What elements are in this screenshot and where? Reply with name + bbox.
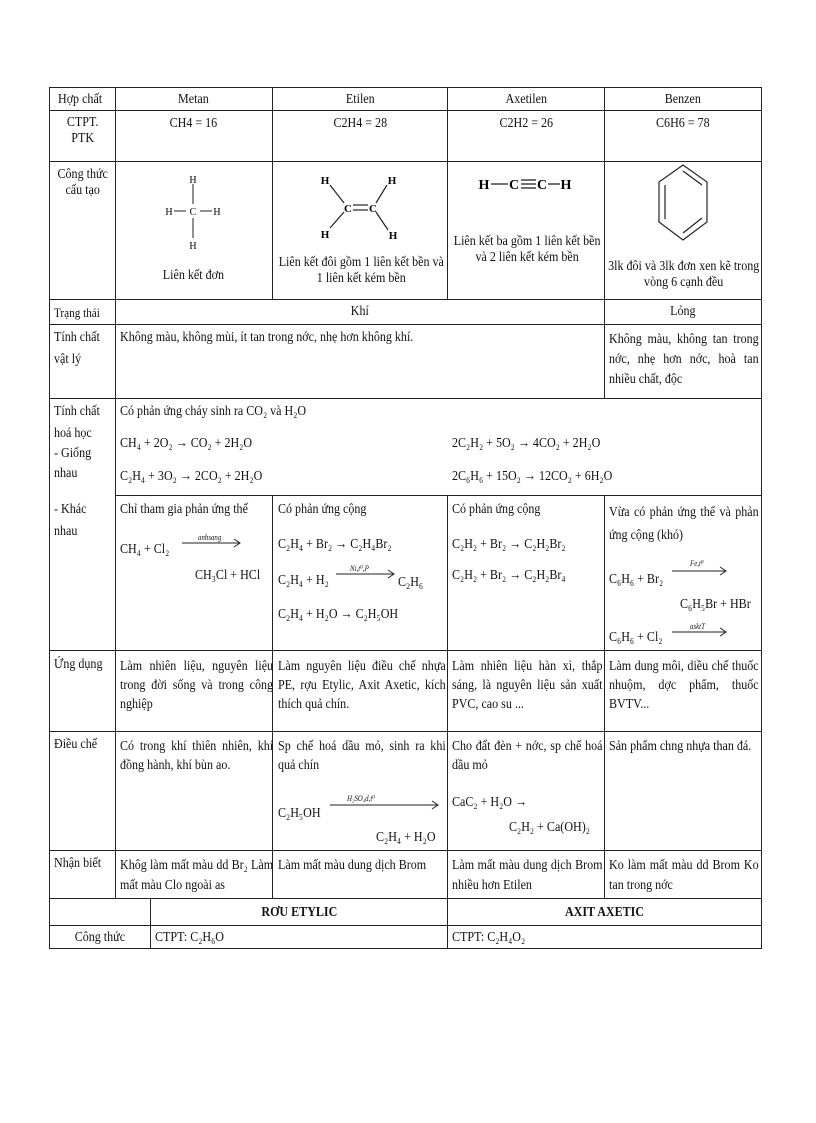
formula-label: Công thức: [74, 930, 126, 945]
identify-benzen: Ko làm mất màu dd Brom Ko tan trong nớc: [609, 858, 759, 893]
section-ruou-etylic: RƠU ETYLIC: [261, 905, 338, 920]
ethylene-atom-h4: H: [388, 230, 398, 242]
header-col-benzen: Benzen: [664, 92, 701, 107]
header-col-axetilen: Axetilen: [505, 92, 547, 107]
chemical-eq-c2h4: C₂H₄ + 3O₂ → 2CO₂ + 2H₂O: [120, 469, 263, 484]
usage-label: Ứng dụng: [54, 657, 103, 672]
ctpt-label-line1: CTPT.: [66, 115, 99, 130]
differ-metan-title: Chỉ tham gia phản ứng thế: [120, 502, 248, 517]
acetylene-atom-h1: H: [478, 178, 490, 193]
identify-label: Nhận biết: [54, 856, 102, 871]
structure-desc-etilen: Liên kết đôi gồm 1 liên kết bền và 1 liên kết kém bền: [278, 255, 444, 286]
differ-benzen-arrow1: [672, 566, 730, 576]
ethylene-atom-h1: H: [320, 175, 330, 187]
usage-axetilen: Làm nhiên liệu hàn xì, thắp sáng, là nguyên liệu sản xuất PVC, cao su ...: [452, 659, 603, 712]
methane-atom-h-right: H: [213, 207, 221, 218]
differ-etilen-eq1: C₂H₄ + Br₂ → C₂H₄Br₂: [278, 537, 392, 552]
differ-metan-eq-left: CH₄ + Cl₂: [120, 542, 170, 557]
benzene-ring-diagram: [655, 162, 711, 244]
chemical-intro: Có phản ứng cháy sinh ra CO₂ và H₂O: [120, 404, 307, 419]
ethylene-atom-h3: H: [387, 175, 397, 187]
structure-label-line1: Công thức: [57, 167, 108, 182]
physical-benzen-text: Không màu, không tan trong nớc, nhẹ hơn nớc, hoà tan nhiều chất, độc: [609, 332, 759, 387]
state-gas: Khí: [350, 304, 369, 319]
differ-benzen-eq2-left: C₆H₆ + Cl₂: [609, 630, 663, 645]
prepare-axetilen-eq-right: C₂H₂ + Ca(OH)₂: [509, 820, 590, 835]
prepare-etilen-text: Sp chế hoá dầu mỏ, sinh ra khi quả chín: [278, 739, 446, 773]
methane-atom-h-left: H: [165, 207, 173, 218]
section-axit-axetic: AXIT AXETIC: [564, 905, 645, 920]
identify-metan: Khôg làm mất màu dd Br₂ Làm mất màu Clo ngoài as: [120, 858, 274, 893]
differ-etilen-title: Có phản ứng cộng: [278, 502, 367, 517]
header-col-etilen: Etilen: [345, 92, 375, 107]
structure-desc-metan: Liên kết đơn: [162, 268, 224, 283]
usage-benzen: Làm dung môi, diều chế thuốc nhuộm, dợc phẩm, thuốc BVTV...: [609, 659, 759, 712]
header-compound-label: Hợp chất: [58, 92, 103, 107]
structure-label-line2: cấu tạo: [65, 183, 100, 198]
differ-label-line2: nhau: [54, 524, 78, 539]
state-label: Trạng thái: [54, 305, 100, 320]
structure-desc-benzen: 3lk đôi và 3lk đơn xen kẽ trong vòng 6 cạnh đều: [608, 259, 760, 290]
methane-structure-diagram: [158, 166, 228, 256]
ethylene-atom-c1: C: [344, 203, 352, 215]
prepare-etilen-eq-left: C₂H₅OH: [278, 806, 321, 821]
differ-benzen-eq1-condition: Fe,t⁰: [690, 559, 704, 568]
chemical-label-line3: - Giống: [54, 446, 92, 461]
differ-metan-eq-right: CH₃Cl + HCl: [195, 568, 261, 583]
differ-etilen-eq2-left: C₂H₄ + H₂: [278, 573, 329, 588]
structure-desc-axetilen: Liên kết ba gồm 1 liên kết bền và 2 liên kết kém bền: [453, 234, 601, 265]
chemical-label-line4: nhau: [54, 466, 78, 481]
differ-etilen-eq3: C₂H₄ + H₂O → C₂H₅OH: [278, 607, 399, 622]
differ-benzen-title: Vừa có phản ứng thế và phản ứng cộng (khó): [609, 505, 759, 543]
differ-axetilen-title: Có phản ứng cộng: [452, 502, 541, 517]
differ-metan-condition: anhsang: [198, 533, 222, 542]
ctpt-etilen: C2H4 = 28: [333, 116, 388, 131]
acetylene-atom-h2: H: [560, 178, 572, 193]
prepare-etilen-eq-condition: H₂SO₄d,t⁰: [347, 794, 375, 803]
methane-atom-h-bottom: H: [189, 241, 197, 252]
methane-atom-c: C: [189, 207, 197, 218]
differ-benzen-eq2-condition: asktT: [690, 622, 705, 631]
prepare-label: Điều chế: [54, 737, 98, 752]
differ-benzen-eq1-right: C₆H₅Br + HBr: [680, 597, 751, 612]
differ-axetilen-eq2: C₂H₂ + Br₂ → C₂H₂Br₄: [452, 568, 566, 583]
differ-axetilen-eq1: C₂H₂ + Br₂ → C₂H₂Br₂: [452, 537, 566, 552]
prepare-benzen: Sản phẩm chng nhựa than đá.: [609, 739, 752, 754]
differ-etilen-eq2-condition: Ni,t⁰,P: [350, 564, 369, 573]
differ-etilen-eq2-right: C₂H₆: [398, 575, 424, 590]
prepare-etilen-eq-right: C₂H₄ + H₂O: [376, 830, 436, 845]
ctpt-benzen: C6H6 = 78: [656, 116, 710, 131]
formula-axetic: CTPT: C₂H₄O₂: [452, 930, 526, 945]
chemical-label-line1: Tính chất: [54, 404, 100, 419]
ctpt-metan: CH4 = 16: [169, 116, 218, 131]
ethylene-atom-c2: C: [369, 203, 377, 215]
header-col-metan: Metan: [178, 92, 209, 107]
differ-benzen-eq1-left: C₆H₆ + Br₂: [609, 572, 664, 587]
identify-etilen: Làm mất màu dung dịch Brom: [278, 858, 427, 873]
chemical-eq-c6h6: 2C₆H₆ + 15O₂ → 12CO₂ + 6H₂O: [452, 469, 613, 484]
prepare-metan: Có trong khí thiên nhiên, khí đồng hành, khí bùn ao.: [120, 739, 274, 773]
ethylene-atom-h2: H: [320, 229, 330, 241]
acetylene-atom-c2: C: [536, 178, 548, 193]
usage-etilen: Làm nguyên liệu điều chế nhựa PE, rợu Etylic, Axit Axetic, kích thích quả chín.: [278, 659, 446, 712]
state-liquid: Lỏng: [670, 304, 696, 319]
prepare-axetilen-eq-left: CaC₂ + H₂O →: [452, 795, 528, 810]
prepare-axetilen-text: Cho đất đèn + nớc, sp chế hoá dầu mỏ: [452, 739, 603, 773]
chemical-eq-c2h2: 2C₂H₂ + 5O₂ → 4CO₂ + 2H₂O: [452, 436, 601, 451]
formula-etylic: CTPT: C₂H₆O: [155, 930, 225, 945]
physical-label-line2: vật lý: [54, 352, 82, 367]
physical-gas-text: Không màu, không mùi, ít tan trong nớc, nhẹ hơn không khí.: [120, 330, 414, 345]
identify-axetilen: Làm mất màu dung dịch Brom nhiều hơn Etilen: [452, 858, 603, 893]
differ-metan-arrow: [182, 538, 244, 548]
physical-label-line1: Tính chất: [54, 330, 100, 345]
ctpt-label-line2: PTK: [71, 131, 95, 146]
chemical-eq-ch4: CH₄ + 2O₂ → CO₂ + 2H₂O: [120, 436, 253, 451]
usage-metan: Làm nhiên liệu, nguyên liệu trong đời sống và trong công nghiệp: [120, 659, 274, 712]
chemical-label-line2: hoá học: [54, 426, 92, 441]
ethylene-structure-diagram: [312, 168, 407, 243]
methane-atom-h-top: H: [189, 175, 197, 186]
differ-etilen-arrow: [336, 569, 398, 579]
differ-benzen-arrow2: [672, 627, 730, 637]
acetylene-atom-c1: C: [508, 178, 520, 193]
differ-label-line1: - Khác: [54, 502, 87, 517]
ctpt-axetilen: C2H2 = 26: [499, 116, 554, 131]
acetylene-structure-diagram: [476, 172, 576, 198]
prepare-etilen-arrow: [330, 800, 442, 810]
